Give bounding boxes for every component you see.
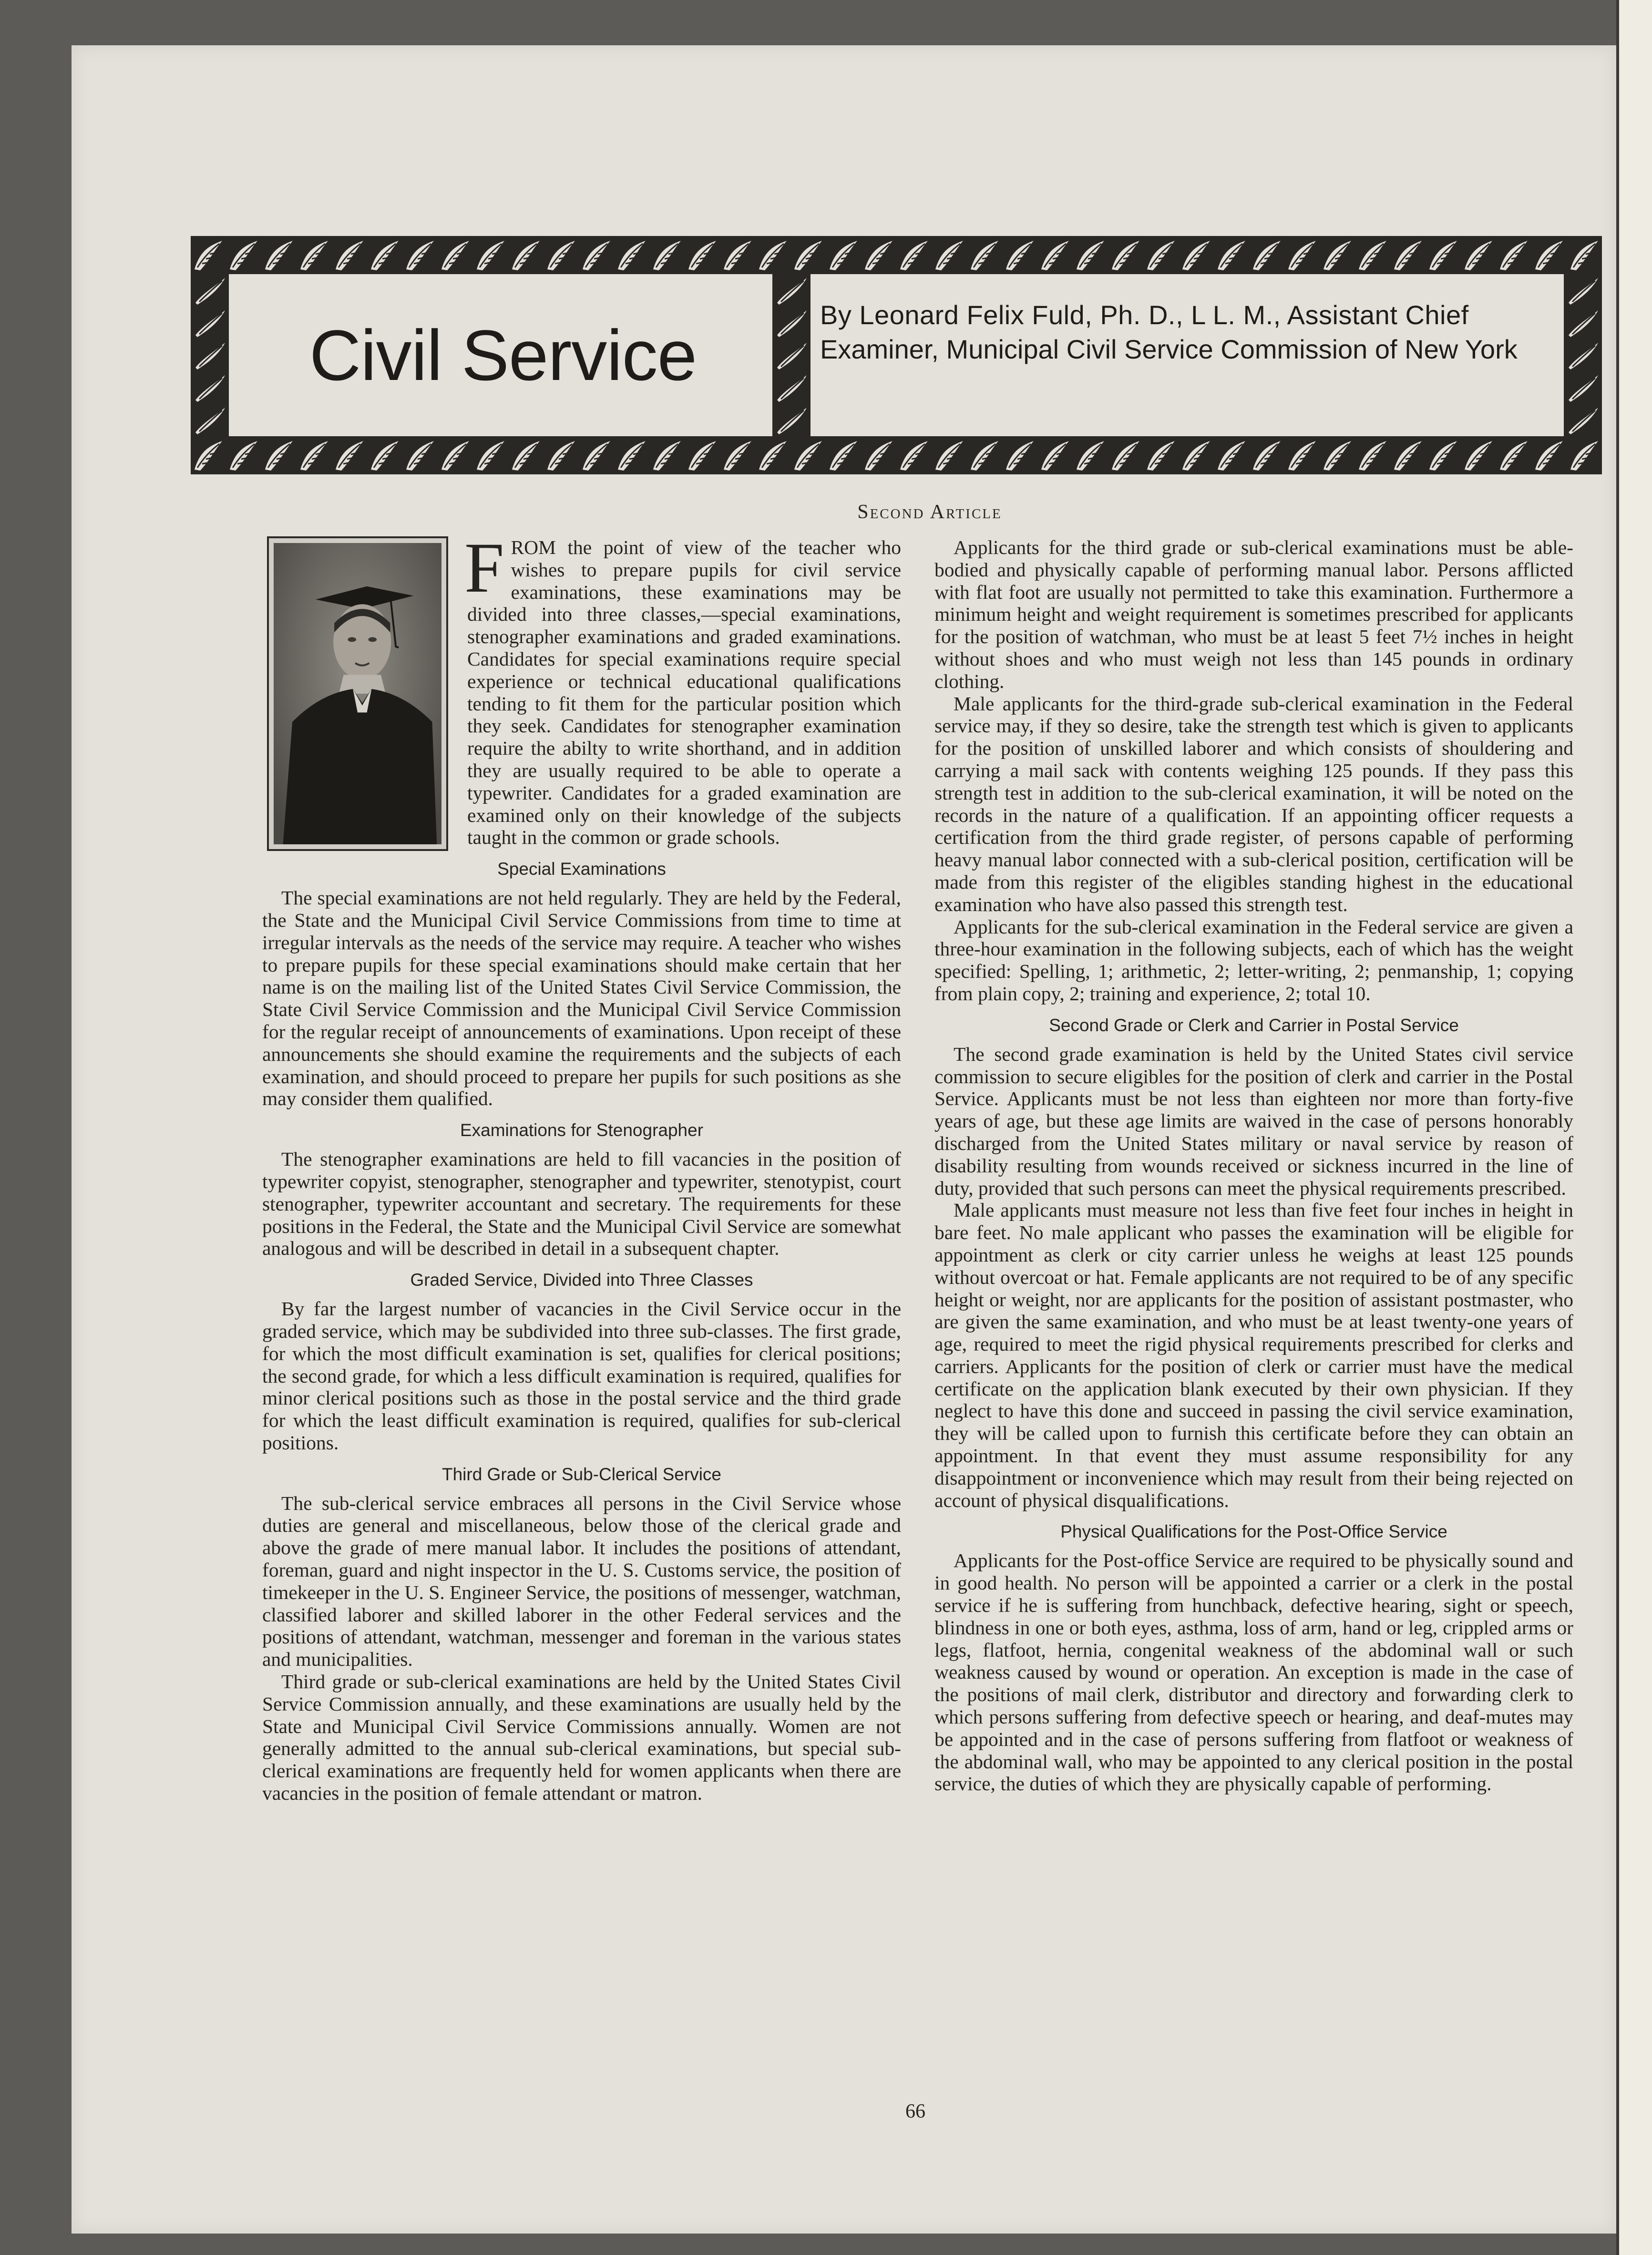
article-series-label: Second Article bbox=[857, 501, 1002, 523]
paragraph-stenographer: The stenographer examinations are held to fill vacancies in the position of typewriter copyist, stenographer, stenographer and typewriter, stenotypist, court stenographer, typewriter accountant and secretary. The requirements for these positions in the Federal, the State and the Municipal Civil Service are somewhat analogous and will be described in detail in a subsequent chapter. bbox=[262, 1148, 901, 1260]
text-column-left bbox=[262, 528, 901, 1804]
paragraph-special: The special examinations are not held regularly. They are held by the Federal, the State and the Municipal Civil Service Commissions from time to time at irregular intervals as the needs of the service may require. A teacher who wishes to prepare pupils for these special examinations should make certain that her name is on the mailing list of the United States Civil Service Commission, the State Civil Service Commission and the Municipal Civil Service Commission for the regular receipt of announcements of examinations. Upon receipt of these announcements she should examine the requirements and the subjects of each examination, and should proceed to prepare her pupils for such positions as she may consider them qualified. bbox=[262, 887, 901, 1110]
section-title: Civil Service bbox=[309, 315, 697, 395]
paragraph-third-1: The sub-clerical service embraces all persons in the Civil Service whose duties are general and miscellaneous, below those of the clerical grade and above the grade of mere manual labor. It includes the positions of attendant, foreman, guard and night inspector in the U. S. Customs service, the position of timekeeper in the U. S. Engineer Service, the positions of messenger, watchman, classified laborer and skilled laborer in the other Federal services and the positions of attendant, watchman, messenger and foreman in the various states and municipalities. bbox=[262, 1492, 901, 1671]
header-banner bbox=[191, 236, 1602, 474]
ornamental-border-divider bbox=[772, 274, 811, 436]
paragraph-physical-capability: Applicants for the third grade or sub-clerical examinations must be able-bodied and physically capable of performing manual labor. Persons afflicted with flat foot are usually not permitted to take this examination. Furthermore a minimum height and weight requirement is sometimes prescribed for applicants for the position of watchman, who must be at least 5 feet 7½ inches in height without shoes and who must weigh not less than 145 pounds in ordinary clothing. bbox=[934, 536, 1573, 692]
intro-text: ROM the point of view of the teacher who wishes to prepare pupils for civil service examinations, these examinations may be divided into three classes,—special examinations, stenographer examinations and graded examinations. Candidates for special examinations require special experience or technical educational qualifications tending to fit them for the particular position which they seek. Candidates for stenographer examination require the abilty to write shorthand, and in addition they are usually required to be able to operate a typewriter. Candidates for a graded examination are examined only on their knowledge of the subjects taught in the common or grade schools. bbox=[467, 536, 901, 849]
drop-cap: F bbox=[464, 528, 504, 607]
author-byline bbox=[820, 298, 1554, 417]
paragraph-subclerical-subjects: Applicants for the sub-clerical examination in the Federal service are given a three-hour examination in the following subjects, each of which has the weight specified: Spelling, 1; arithmetic, 2; letter-writing, 2; penmanship, 1; copying from plain copy, 2; training and experience, 2; total 10. bbox=[934, 915, 1573, 1004]
ornamental-border-bottom bbox=[191, 436, 1602, 474]
heading-special-examinations: Special Examinations bbox=[497, 859, 666, 879]
text-column-right bbox=[934, 536, 1573, 1795]
byline-line-1: By Leonard Felix Fuld, Ph. D., L L. M., Assistant Chief bbox=[820, 300, 1469, 330]
paragraph-second-2: Male applicants must measure not less than five feet four inches in height in bare feet. No male applicant who passes the examination will be eligible for appointment as clerk or city carrier unless he weighs at least 125 pounds without overcoat or hat. Female applicants are not required to be of any specific height or weight, nor are applicants for the position of assistant postmaster, who are given the same examination, and who must be at least twenty-one years of age, required to meet the rigid physical requirements prescribed for clerks and carriers. Applicants for the position of clerk or carrier must have the medical certificate on the application blank executed by their own physician. If they neglect to have this done and succeed in passing the civil service examination, they will be called upon to furnish this certificate before they can obtain an appointment. In that event they must assume responsibility for any disappointment or inconvenience which may result from their being rejected on account of physical disqualifications. bbox=[934, 1199, 1573, 1511]
ornamental-border-left bbox=[191, 274, 229, 436]
paragraph-physical: Applicants for the Post-office Service are required to be physically sound and in good health. No person will be appointed a carrier or a clerk in the postal service if he is suffering from hunchback, defective hearing, sight or speech, blindness in one or both eyes, asthma, loss of arm, hand or leg, crippled arms or legs, flatfoot, hernia, congenital weakness of the abdominal wall or such weakness caused by wound or operation. An exception is made in the case of the positions of mail clerk, distributor and directory and forwarding clerk to which persons suffering from defective speech or hearing, and deaf-mutes may be appointed and in the case of persons suffering from flatfoot or weakness of the abdominal wall, who may be appointed to any clerical position in the postal service, the duties of which they are physically capable of performing. bbox=[934, 1549, 1573, 1795]
paragraph-graded: By far the largest number of vacancies in the Civil Service occur in the graded service, which may be subdivided into three sub-classes. The first grade, for which the most difficult examination is set, qualifies for clerical positions; the second grade, for which a less difficult examination is required, qualifies for minor clerical positions such as those in the postal service and the third grade for which the least difficult examination is required, qualifies for sub-clerical positions. bbox=[262, 1298, 901, 1454]
ornamental-border-right bbox=[1564, 274, 1602, 436]
heading-stenographer: Examinations for Stenographer bbox=[460, 1120, 704, 1140]
heading-graded-service: Graded Service, Divided into Three Classes bbox=[410, 1270, 753, 1290]
byline-line-2: Examiner, Municipal Civil Service Commission of New York bbox=[820, 334, 1518, 364]
author-portrait-photo bbox=[267, 536, 448, 851]
paragraph-second-1: The second grade examination is held by the United States civil service commission to secure eligibles for the position of clerk and carrier in the Postal Service. Applicants must be not less than eighteen nor more than forty-five years of age, but these age limits are waived in the case of persons honorably discharged from the United States military or naval service by reason of disability resulting from wounds received or sickness incurred in the line of duty, provided that such persons can meet the physical requirements prescribed. bbox=[934, 1043, 1573, 1199]
ornamental-border-top bbox=[191, 236, 1602, 274]
paragraph-third-2: Third grade or sub-clerical examinations are held by the United States Civil Service Commission annually, and these examinations are usually held by the State and Municipal Civil Service Commissions annually. Women are not generally admitted to the annual sub-clerical examinations, but special sub-clerical examinations are frequently held for women applicants when there are vacancies in the position of female attendant or matron. bbox=[262, 1671, 901, 1804]
heading-third-grade: Third Grade or Sub-Clerical Service bbox=[441, 1464, 722, 1484]
heading-second-grade: Second Grade or Clerk and Carrier in Postal Service bbox=[1049, 1015, 1459, 1035]
magazine-page bbox=[72, 45, 1616, 2234]
page-number: 66 bbox=[905, 2101, 925, 2122]
paragraph-strength-test: Male applicants for the third-grade sub-clerical examination in the Federal service may, if they so desire, take the strength test which is given to applicants for the position of unskilled laborer and which consists of shouldering and carrying a mail sack with contents weighing 125 pounds. If they pass this strength test in addition to the sub-clerical examination, it will be noted on the records in the nature of a qualification. If an appointing officer requests a certification from the third grade register, of persons capable of performing heavy manual labor connected with a sub-clerical position, certification will be made from this register of the eligibles standing highest in the educational examination who have also passed this strength test. bbox=[934, 692, 1573, 915]
graduate-portrait-image bbox=[274, 543, 441, 844]
adjacent-page-edge bbox=[1616, 0, 1652, 2255]
heading-physical-qualifications: Physical Qualifications for the Post-Office Service bbox=[1060, 1522, 1447, 1542]
